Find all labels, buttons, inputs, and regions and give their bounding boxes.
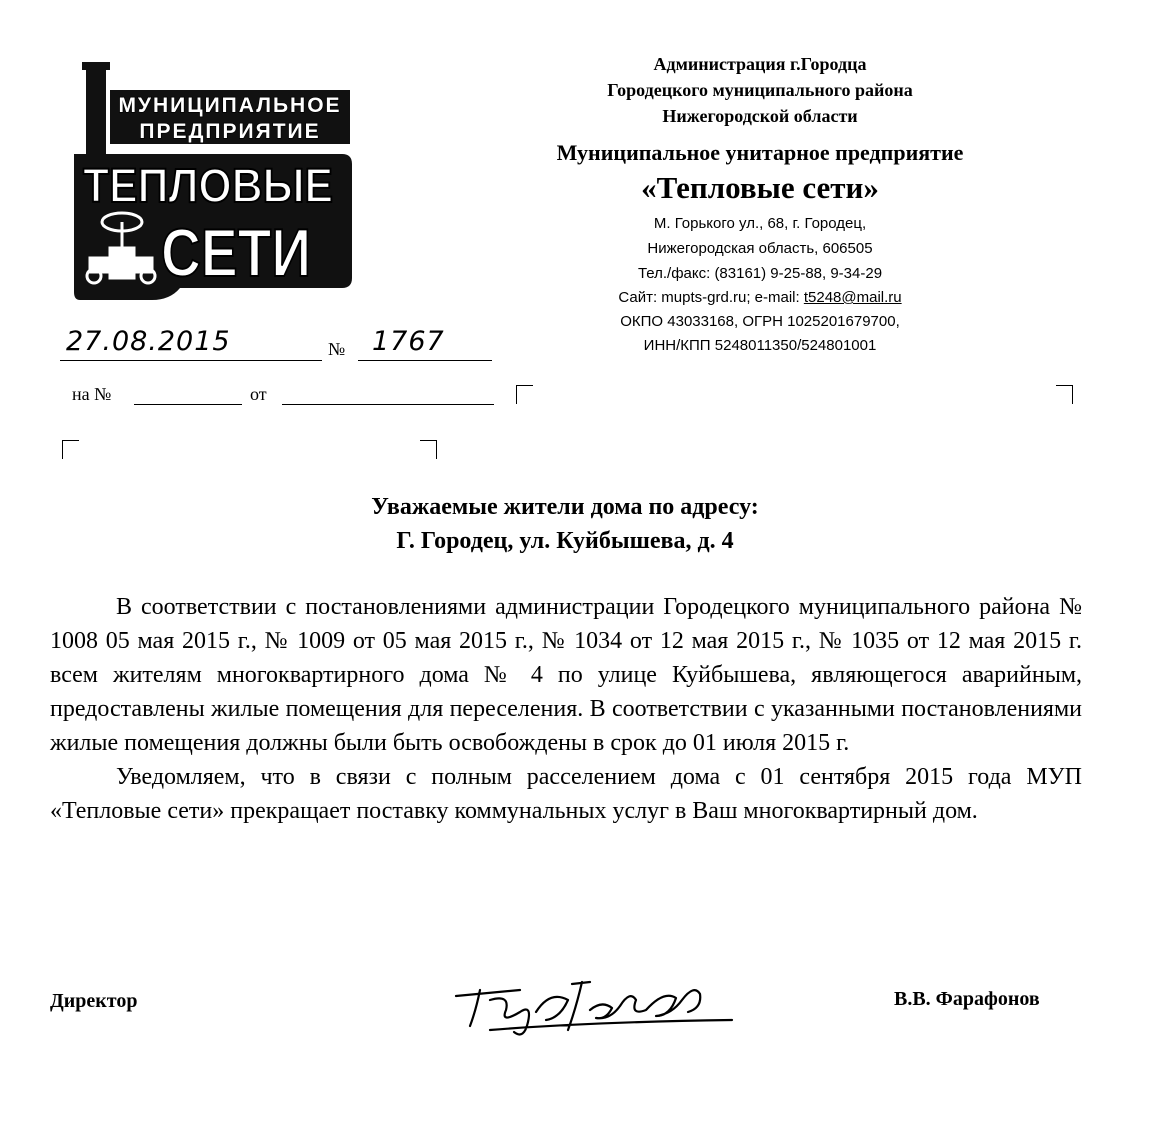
reference-number-line (134, 404, 242, 405)
email-link[interactable]: t5248@mail.ru (803, 289, 902, 306)
number-label: № (328, 339, 346, 359)
handwritten-signature (450, 960, 740, 1050)
site-text: Сайт: mupts-grd.ru; e-mail: (618, 289, 804, 306)
addressee-corner-top-left (516, 385, 533, 404)
okpo-ogrn: ОКПО 43033168, ОГРН 1025201679700, (620, 313, 900, 330)
org-name: «Тепловые сети» (641, 170, 879, 205)
outgoing-number: 1767 (372, 326, 445, 357)
site-email (550, 288, 970, 308)
signatory-role: Директор (50, 990, 138, 1012)
addressee-corner-top-right (1056, 385, 1073, 404)
greeting-line-2: Г. Городец, ул. Куйбышева, д. 4 (396, 528, 734, 554)
phone-fax: Тел./факс: (83161) 9-25-88, 9-34-29 (637, 265, 883, 282)
date-underline (60, 360, 322, 361)
body-paragraph-1: В соответствии с постановлениями администрации Городецкого муниципального района № 1008 05 мая 2015 г., № 1009 от 05 мая 2015 г., № 1034 от 12 мая 2015 г., № 1035 от 12 мая 2015 г. всем жителям многоквартирного дома № 4 по улице Куйбышева, являющегося аварийным, предоставлены жилые помещения для переселения. В соответствии с указанными постановлениями жилые помещения должны были быть освобождены в срок до 01 июля 2015 г. (50, 594, 1082, 756)
admin-line-1: Администрация г.Городца (653, 54, 867, 74)
company-logo (60, 62, 360, 312)
org-type: Муниципальное унитарное предприятие (556, 140, 964, 165)
logo-text-4: СЕТИ (161, 215, 311, 291)
number-underline (358, 360, 492, 361)
logo-text-2: ПРЕДПРИЯТИЕ (139, 120, 321, 143)
inn-kpp: ИНН/КПП 5248011350/524801001 (643, 337, 877, 354)
reference-number-label: на № (72, 384, 112, 404)
reference-date-label: от (250, 384, 267, 404)
outgoing-date: 27.08.2015 (66, 326, 231, 357)
body-paragraph-2: Уведомляем, что в связи с полным расселением дома с 01 сентября 2015 года МУП «Тепловые сети» прекращает поставку коммунальных услуг в Ваш многоквартирный дом. (50, 764, 1082, 824)
subject-corner-right (420, 440, 437, 459)
signatory-name: В.В. Фарафонов (894, 988, 1040, 1010)
subject-corner-left (62, 440, 79, 459)
reference-date-line (282, 404, 494, 405)
greeting-line-1: Уважаемые жители дома по адресу: (371, 494, 759, 520)
letter-body (50, 590, 1082, 828)
address-line-1: М. Горького ул., 68, г. Городец, (653, 215, 867, 232)
admin-line-3: Нижегородской области (662, 106, 858, 126)
logo-text-1: МУНИЦИПАЛЬНОЕ (118, 94, 342, 117)
admin-line-2: Городецкого муниципального района (607, 80, 913, 100)
logo-text-3: ТЕПЛОВЫЕ (83, 160, 333, 213)
address-line-2: Нижегородская область, 606505 (647, 240, 873, 257)
